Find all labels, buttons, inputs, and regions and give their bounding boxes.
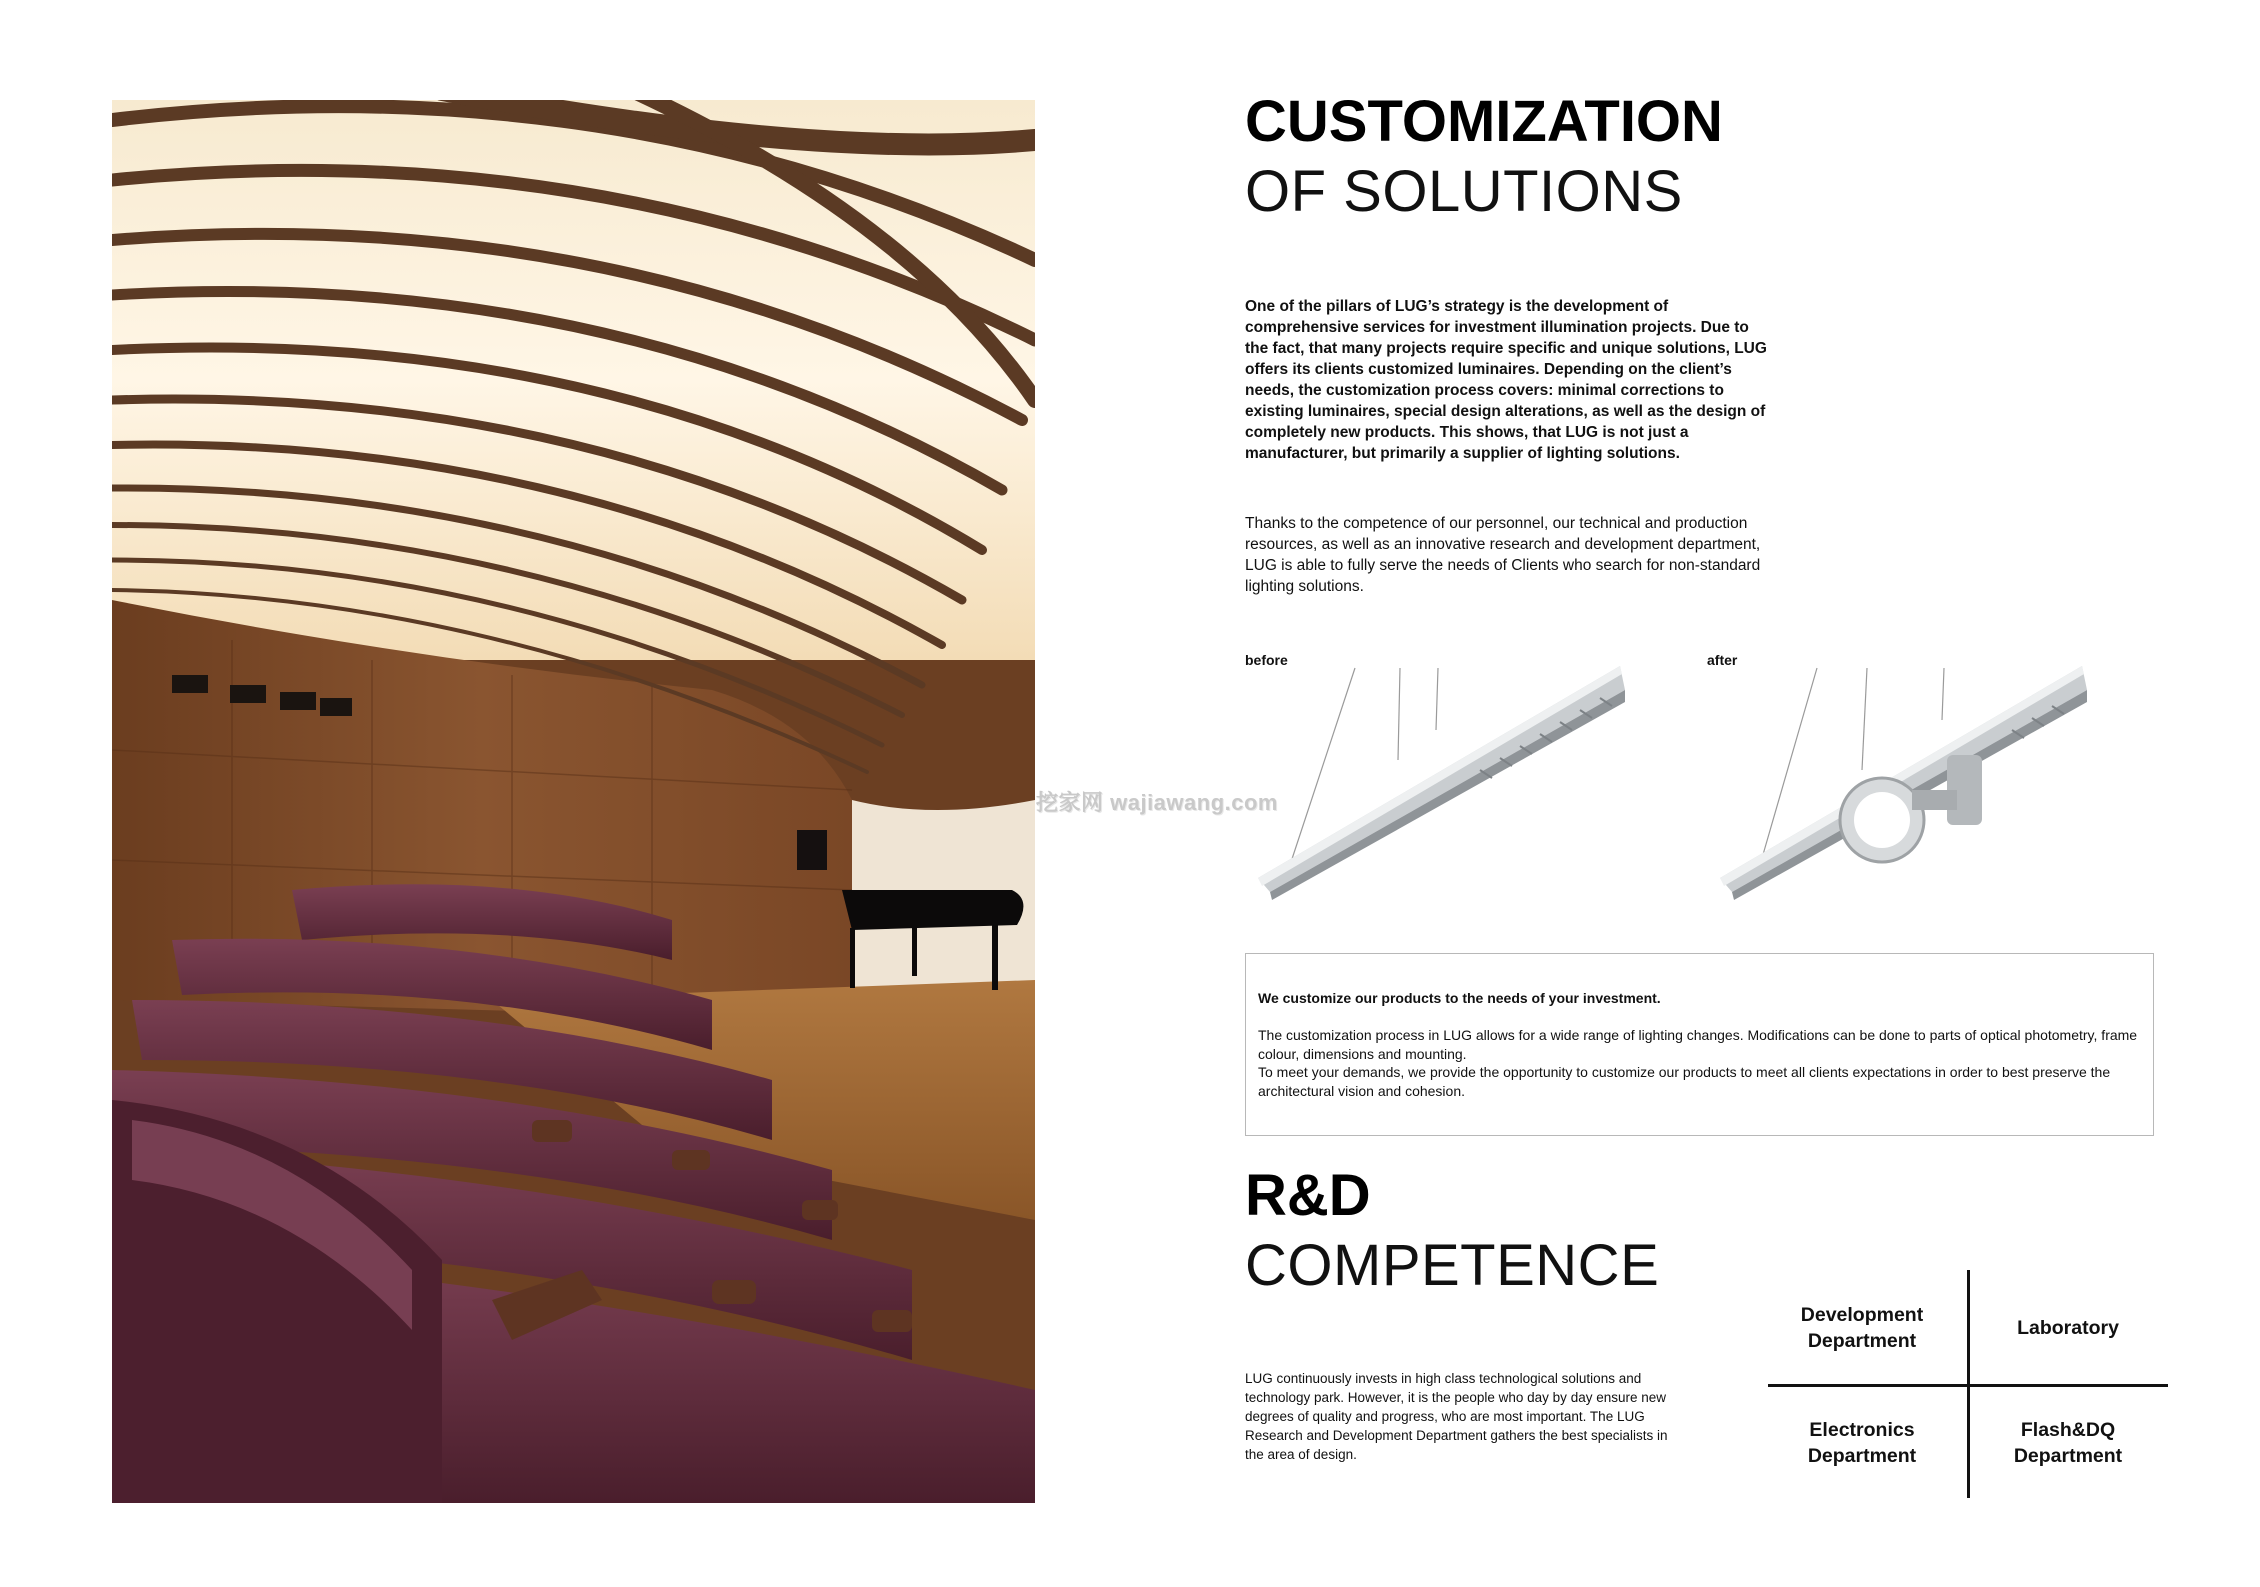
- luminaire-before-image: [1250, 660, 1630, 900]
- customization-paragraph: Thanks to the competence of our personnel, our technical and production resources, as well as an innovative research and development department, LUG is able to fully serve the needs of Clients who search for non-standard lighting solutions.: [1245, 515, 1761, 595]
- info-box: [1245, 953, 2154, 1136]
- grid-cell-flash-dq-department: Flash&DQ Department: [2013, 1419, 2123, 1467]
- auditorium-photo: [112, 100, 1035, 1503]
- grid-cell-laboratory: Laboratory: [2017, 1317, 2119, 1339]
- customization-title: CUSTOMIZATION: [1245, 89, 1723, 154]
- customization-intro-paragraph: One of the pillars of LUG’s strategy is the development of comprehensive services for investment illumination projects. Due to the fact, that many projects require specific and unique solutions, LUG offers its clients customized luminaires. Depending on the client’s needs, the customization process covers: minimal corrections to existing luminaires, special design alterations, as well as the design of completely new products. This shows, that LUG is not just a manufacturer, but primarily a supplier of lighting solutions.: [1245, 298, 1767, 462]
- after-label: after: [1707, 652, 1738, 668]
- rd-title: R&D: [1245, 1163, 1371, 1228]
- luminaire-after-image: [1712, 660, 2092, 900]
- before-label: before: [1245, 652, 1288, 668]
- watermark: 挖家网 wajiawang.com: [1036, 790, 1278, 815]
- info-box-body-2: To meet your demands, we provide the opportunity to customize our products to meet all clients expectations in order to best preserve the architectural vision and cohesion.: [1258, 1064, 2111, 1099]
- grid-cell-development-department: Development Department: [1800, 1304, 1924, 1352]
- grid-horizontal-divider: [1768, 1384, 2168, 1387]
- info-box-body-1: The customization process in LUG allows for a wide range of lighting changes. Modifications can be done to parts of optical photometry, frame colour, dimensions and mounting.: [1258, 1027, 2138, 1062]
- info-box-lead: We customize our products to the needs of your investment.: [1258, 990, 1661, 1006]
- rd-subtitle: COMPETENCE: [1245, 1233, 1660, 1298]
- rd-paragraph: LUG continuously invests in high class technological solutions and technology park. However, it is the people who day by day ensure new degrees of quality and progress, who are most important. The LUG Research and Development Department gathers the best specialists in the area of design.: [1245, 1371, 1668, 1462]
- customization-subtitle: OF SOLUTIONS: [1245, 159, 1683, 224]
- grid-cell-electronics-department: Electronics Department: [1807, 1419, 1917, 1467]
- auditorium-illustration: [112, 100, 1035, 1503]
